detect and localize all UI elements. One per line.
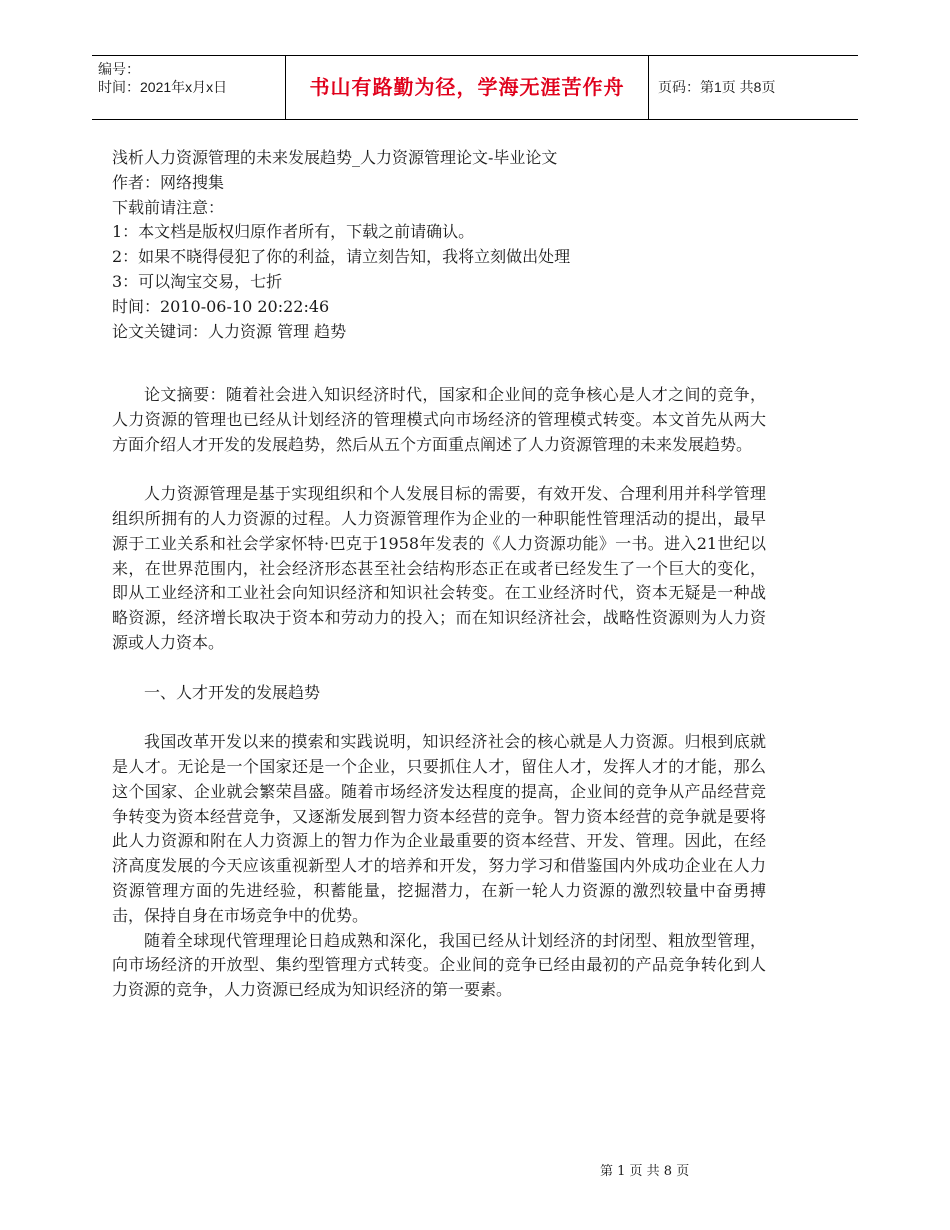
document-title: 浅析人力资源管理的未来发展趋势_人力资源管理论文-毕业论文	[112, 148, 558, 167]
header-page-info: 页码：第1页 共8页	[658, 79, 776, 95]
header-motto: 书山有路勤为径，学海无涯苦作舟	[309, 75, 625, 99]
body-paragraph: 随着全球现代管理理论日趋成熟和深化，我国已经从计划经济的封闭型、粗放型管理，向市场经济的开放型、集约型管理方式转变。企业间的竞争已经由最初的产品竞争转化到人力资源的竞争，人力资源已经成为知识经济的第一要素。	[112, 930, 766, 1000]
page-footer: 第 1 页 共 8 页	[600, 1164, 690, 1179]
header-time-label: 时间：2021年x月x日	[98, 79, 228, 95]
document-keywords: 论文关键词：人力资源 管理 趋势	[112, 321, 347, 341]
section-heading: 一、人才开发的发展趋势	[144, 682, 321, 702]
page-header	[92, 55, 858, 120]
header-meta	[98, 60, 288, 96]
document-body	[112, 383, 766, 1003]
notice-item: 2：如果不晓得侵犯了你的利益，请立刻告知，我将立刻做出处理	[112, 247, 571, 267]
notice-item: 3：可以淘宝交易，七折	[112, 271, 283, 291]
notice-heading: 下载前请注意：	[112, 197, 225, 217]
notice-item: 1：本文档是版权归原作者所有，下载之前请确认。	[112, 222, 475, 242]
document-author: 作者：网络搜集	[112, 172, 225, 192]
document-meta	[112, 146, 812, 344]
document-time: 时间：2010-06-10 20:22:46	[112, 296, 330, 316]
abstract-paragraph: 论文摘要：随着社会进入知识经济时代，国家和企业间的竞争核心是人才之间的竞争，人力资源的管理也已经从计划经济的管理模式向市场经济的管理模式转变。本文首先从两大方面介绍人才开发的发展趋势，然后从五个方面重点阐述了人力资源管理的未来发展趋势。	[112, 385, 766, 454]
header-divider	[648, 56, 649, 119]
intro-paragraph: 人力资源管理是基于实现组织和个人发展目标的需要，有效开发、合理利用并科学管理组织所拥有的人力资源的过程。人力资源管理作为企业的一种职能性管理活动的提出，最早源于工业关系和社会学家怀特·巴克于1958年发表的《人力资源功能》一书。进入21世纪以来，在世界范围内，社会经济形态甚至社会结构形态正在或者已经发生了一个巨大的变化，即从工业经济和工业社会向知识经济和知识社会转变。在工业经济时代，资本无疑是一种战略资源，经济增长取决于资本和劳动力的投入；而在知识经济社会，战略性资源则为人力资源或人力资本。	[112, 484, 766, 652]
header-number-label: 编号：	[98, 61, 140, 77]
body-paragraph: 我国改革开发以来的摸索和实践说明，知识经济社会的核心就是人力资源。归根到底就是人才。无论是一个国家还是一个企业，只要抓住人才，留住人才，发挥人才的才能，那么这个国家、企业就会繁荣昌盛。随着市场经济发达程度的提高，企业间的竞争从产品经营竞争转变为资本经营竞争，又逐渐发展到智力资本经营的竞争。智力资本经营的竞争就是要将此人力资源和附在人力资源上的智力作为企业最重要的资本经营、开发、管理。因此，在经济高度发展的今天应该重视新型人才的培养和开发，努力学习和借鉴国内外成功企业在人力资源管理方面的先进经验，积蓄能量，挖掘潜力，在新一轮人力资源的激烈较量中奋勇搏击，保持自身在市场竞争中的优势。	[112, 732, 766, 925]
